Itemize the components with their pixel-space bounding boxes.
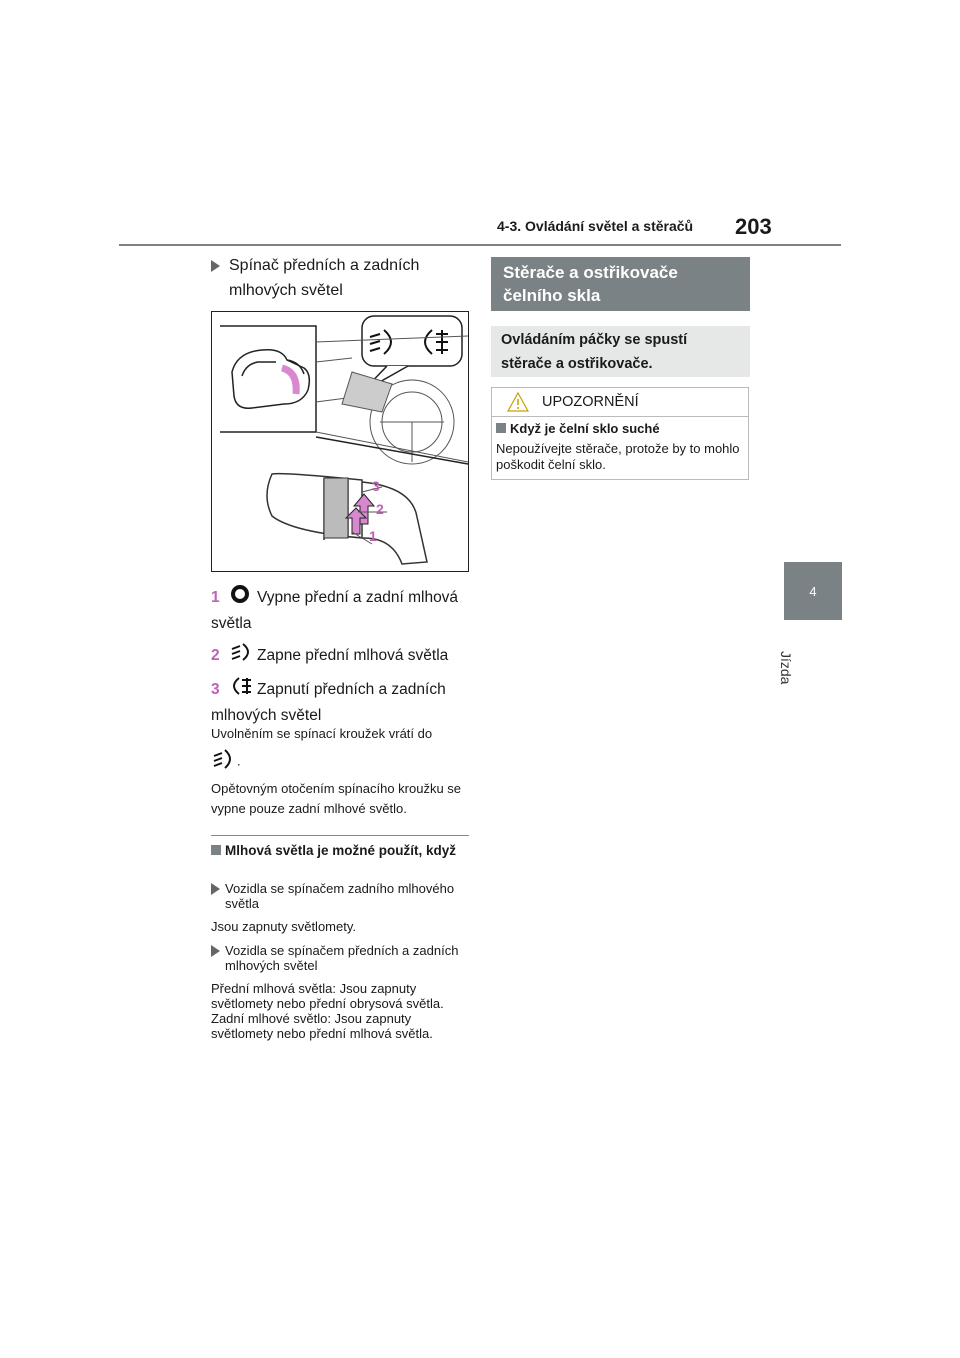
fog-switch-illustration: [212, 312, 468, 571]
chapter-tab: [784, 562, 842, 620]
lead-text: Spínač předních a zadních mlhových světel: [229, 257, 420, 299]
off-ring-icon: [229, 584, 257, 612]
warning-triangle-icon: [506, 391, 530, 418]
para-front-rear-fog: Přední mlhová světla: Jsou zapnuty světlomety nebo přední obrysová světla. Zadní mlhové světlo: Jsou zapnuty světlomety nebo přední mlhová světla.: [211, 981, 444, 1041]
chapter-number: 4: [809, 583, 817, 599]
lead-bullet: [211, 253, 471, 303]
wipers-intro: Ovládáním páčky se spustí stěrače a ostřikovače.: [491, 326, 750, 377]
item-2: 2 Zapne přední mlhová světla: [211, 642, 471, 670]
wipers-heading: Stěrače a ostřikovače čelního skla: [491, 257, 750, 311]
rear-fog-icon: [229, 676, 257, 704]
section-divider: [211, 835, 469, 836]
para-rear-fog: Jsou zapnuty světlomety.: [211, 919, 356, 934]
figure-label-1: 1: [369, 528, 377, 544]
warning-title: UPOZORNĚNÍ: [542, 394, 639, 410]
turn-note: Opětovným otočením spínacího kroužku se vypne pouze zadní mlhové světlo.: [211, 781, 462, 816]
release-note: Uvolněním se spínací kroužek vrátí do: [211, 726, 433, 741]
triangle-bullet-icon: [211, 883, 220, 895]
section-title: 4-3. Ovládání světel a stěračů: [497, 218, 694, 234]
front-fog-icon: [211, 748, 237, 776]
fog-conditions-heading: Mlhová světla je možné použít, když: [211, 843, 471, 859]
warning-subheading: Když je čelní sklo suché: [496, 421, 660, 436]
item-1: 1 Vypne přední a zadní mlhová světla: [211, 584, 471, 636]
chapter-label: Jízda: [778, 651, 794, 685]
page-number: 203: [735, 214, 772, 239]
warning-header: [492, 388, 748, 417]
item-3: 3 Zapnutí předních a zadních mlhových světel: [211, 676, 471, 728]
square-bullet-icon: [211, 845, 221, 855]
figure-label-3: 3: [372, 478, 380, 494]
fog-switch-figure: [211, 311, 469, 572]
warning-text: Nepoužívejte stěrače, protože by to mohlo poškodit čelní sklo.: [496, 441, 740, 472]
release-note-icon-line: .: [211, 748, 473, 776]
header-rule: [119, 244, 841, 246]
front-fog-icon: [229, 642, 257, 670]
triangle-bullet-icon: [211, 945, 220, 957]
triangle-bullet-icon: [211, 260, 220, 272]
warning-box: [491, 387, 749, 480]
figure-label-2: 2: [376, 501, 384, 517]
bullet-rear-fog: Vozidla se spínačem zadního mlhového světla: [211, 881, 471, 911]
bullet-front-rear-fog: Vozidla se spínačem předních a zadních mlhových světel: [211, 943, 471, 973]
square-bullet-icon: [496, 423, 506, 433]
